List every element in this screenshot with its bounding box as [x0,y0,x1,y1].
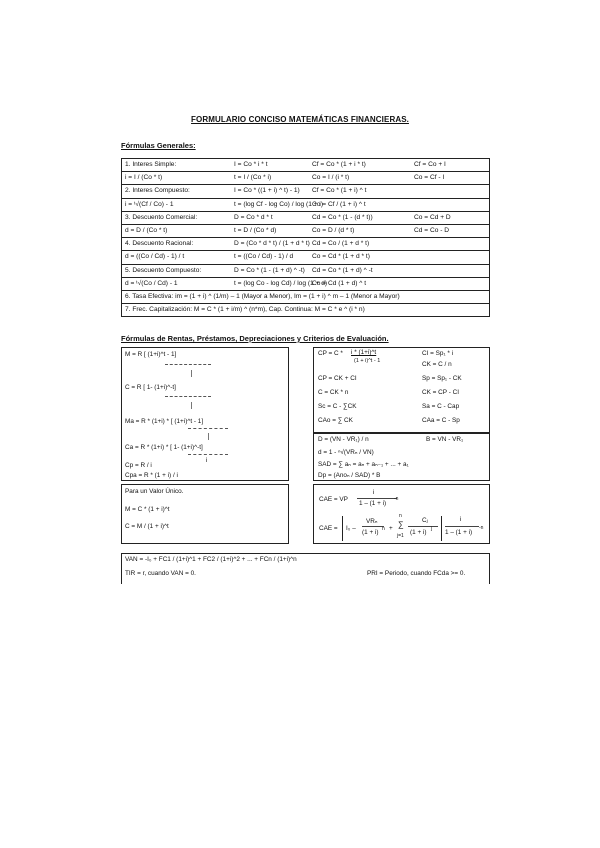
bracket [441,516,442,541]
depreciacion-saldo: d = 1 - ⁿ√(VRₙ / VN) [318,449,374,456]
valor-unico-c: C = M / (1 + i)^t [125,523,169,530]
general-formula-cell: t = (log Co - log Cd) / log (1 + d) [234,279,328,287]
general-formula-cell: t = (log Cf - log Co) / log (1 + i) [234,200,324,208]
general-formula-row [122,265,489,278]
cae-formula-2-lhs: CAE = [319,525,338,532]
general-formula-cell: 2. Interes Compuesto: [125,187,190,195]
prestamos-row-left: CAo = ∑ CK [318,417,353,424]
cae-box [313,484,490,544]
cae-formula-2-sum: ∑ [398,520,404,529]
cae-formula-2-sum-lower: j=1 [397,533,404,539]
general-formula-cell: I = Co * ((1 + i) ^ t) - 1) [234,187,300,195]
valor-unico-title: Para un Valor Único. [125,488,184,495]
cae-formula-2-residual: VRₙ [366,518,378,525]
general-formula-cell: Co = Cd + D [414,213,451,221]
depreciacion-lineal: D = (VN - VR₁) / n [318,436,369,443]
rentas-ma-formula: Ma = R * (1+i) * [ (1+i)^t - 1] [125,418,204,425]
general-formula-cell: Cd = Co - D [414,226,449,234]
general-formulas-heading: Fórmulas Generales: [121,141,196,150]
general-formula-cell: 4. Descuento Racional: [125,240,194,248]
rentas-heading: Fórmulas de Rentas, Préstamos, Depreciaciones y Criterios de Evaluación. [121,334,389,343]
general-formula-cell: D = Co * (1 - (1 + d) ^ -t) [234,266,305,274]
general-formula-row [122,225,489,238]
tir-definition: TIR = r, cuando VAN = 0. [125,570,196,577]
rentas-cpa-formula: Cpa = R * (1 + i) / i [125,472,178,479]
general-formula-row [122,212,489,225]
van-formula: VAN = -I₀ + FC1 / (1+i)^1 + FC2 / (1+i)^2 + ... + FCn / (1+i)^n [125,556,297,563]
rentas-m-formula: M = R [ (1+i)^t - 1] [125,351,177,358]
depreciacion-dp: Dp = (Anoₙ / SAD) * B [318,472,381,479]
general-formula-cell: D = (Co * d * t) / (1 + d * t) [234,240,310,248]
fraction-bar [165,364,211,365]
prestamos-box [313,347,490,433]
general-formula-row [122,251,489,264]
cae-formula-2-exponent-j: j [431,526,433,532]
general-formula-cell: Cd = Co * (1 + d) ^ -t [312,266,373,274]
general-formula-row [122,278,489,291]
cae-formula-2-sum-upper: n [399,513,402,519]
general-formula-row [122,291,489,304]
prestamos-cp-lhs: CP = C * [318,350,343,357]
general-formula-cell: i = I / (Co * t) [125,174,163,182]
fraction-bar [165,396,211,397]
cae-formula-2-plus: + [389,525,393,532]
prestamos-row-left: C = CK * n [318,389,349,396]
prestamos-cp-numerator: i * (1+i)^t [351,349,377,356]
general-formula-cell: Cf = Co * (1 + i) ^ t [312,187,367,195]
prestamos-row-right: CAa = C - Sp [422,417,460,424]
fraction-bar [362,526,384,527]
bracket [342,516,343,541]
general-formula-cell: Cd = Co * (1 - (d * t)) [312,213,373,221]
general-formula-row [122,199,489,212]
fraction-bar [191,370,192,377]
valor-unico-m: M = C * (1 + i)^t [125,506,170,513]
prestamos-cp-denominator: (1 + i)^t - 1 [354,358,381,364]
prestamos-ci: CI = Sp₁ * i [422,350,454,357]
general-formula-cell: Co = I / (i * t) [312,174,350,182]
general-formula-cell: 1. Interes Simple: [125,161,177,168]
general-formula-row [122,304,489,316]
general-formula-cell: 5. Descuento Compuesto: [125,266,202,274]
general-formula-row [122,159,489,172]
general-formula-cell: d = ᵗ√(Co / Cd) - 1 [125,279,178,287]
general-formula-cell: Co = D / (d * t) [312,226,355,234]
cae-formula-2-cashflow: Cⱼ [422,517,428,524]
prestamos-row-left: Sc = C - ∑CK [318,403,357,410]
general-formula-cell: d = ((Co / Cd) - 1) / t [125,253,185,261]
cae-formula-2-cashflow-denominator: (1 + i) [410,529,427,536]
general-formulas-table [121,158,490,317]
depreciacion-base: B = VN - VR₁ [426,436,464,443]
cae-formula-1-lhs: CAE = VP [319,496,348,503]
cae-formula-2-rate-denominator: 1 – (1 + i) [445,529,473,536]
general-formula-row [122,238,489,251]
rentas-cp-formula: Cp = R / i [125,462,152,469]
rentas-ca-formula: Ca = R * (1+i) * [ 1- (1+i)^-t] [125,444,203,451]
rentas-c-formula: C = R [ 1- (1+i)^-t] [125,384,176,391]
prestamos-row-right: CK = CP - CI [422,389,459,396]
general-formula-cell: Co = Cd (1 + d) ^ t [312,279,367,287]
general-formula-cell: 6. Tasa Efectiva: im = (1 + i) ^ (1/m) – 1 (Mayor a Menor), Im = (1 + i) ^ m – 1 (Menor a Mayor) [125,292,400,300]
cae-formula-2-residual-denominator: (1 + i) [362,529,379,536]
fraction-bar [208,433,209,440]
fraction-bar [188,454,228,455]
general-formula-cell: Cf = Co + I [414,161,446,168]
cae-formula-1-exponent: -n [394,496,399,502]
fraction-bar [191,402,192,409]
general-formula-cell: d = D / (Co * t) [125,226,168,234]
general-formula-cell: Cf = Co * (1 + i * t) [312,161,366,168]
general-formula-cell: Co = Cd * (1 + d * t) [312,253,370,261]
cae-formula-1-denominator: 1 – (1 + i) [359,500,387,507]
prestamos-row-right: Sa = C - Cap [422,403,460,410]
fraction-bar [357,498,397,499]
depreciacion-sad: SAD = ∑ aₙ = aₙ + aₙ₋₁ + ... + a₁ [318,461,409,468]
general-formula-cell: i = ᵗ√(Cf / Co) - 1 [125,200,174,208]
evaluation-criteria-box [121,553,490,584]
prestamos-ck: CK = C / n [422,361,452,368]
fraction-bar [445,526,479,527]
general-formula-row [122,185,489,198]
valor-unico-box [121,484,289,544]
cae-formula-1-numerator: i [373,489,375,496]
general-formula-cell: 3. Descuento Comercial: [125,213,198,221]
general-formula-cell: Co = Cf / (1 + i) ^ t [312,200,366,208]
page-title: FORMULARIO CONCISO MATEMÁTICAS FINANCIERAS. [191,115,409,124]
cae-formula-2-exponent-mn: -n [479,525,484,531]
fraction-denominator: i [206,457,208,464]
general-formula-cell: Cd = Co / (1 + d * t) [312,240,370,248]
depreciaciones-box [313,433,490,481]
general-formula-cell: t = ((Co / Cd) - 1) / d [234,253,294,261]
general-formula-cell: 7. Frec. Capitalización: M = C * (1 + i/m) ^ (n*m), Cap. Continua: M = C * e ^ (i * n) [125,306,365,314]
fraction-bar [188,428,228,429]
fraction-bar [408,526,438,527]
general-formula-cell: D = Co * d * t [234,213,273,221]
general-formula-row [122,172,489,185]
general-formula-cell: Co = Cf - I [414,174,445,182]
pri-definition: PRI = Periodo, cuando FCda >= 0. [367,570,466,577]
general-formula-cell: t = I / (Co * i) [234,174,272,182]
cae-formula-2-investment: I₀ – [346,525,356,532]
general-formula-cell: I = Co * i * t [234,161,268,168]
general-formula-cell: t = D / (Co * d) [234,226,277,234]
prestamos-row-left: CP = CK + CI [318,375,357,382]
prestamos-row-right: Sp = Sp₁ - CK [422,375,462,382]
rentas-box [121,347,289,481]
cae-formula-2-rate: i [460,516,462,523]
cae-formula-2-exponent-n: n [382,526,385,532]
